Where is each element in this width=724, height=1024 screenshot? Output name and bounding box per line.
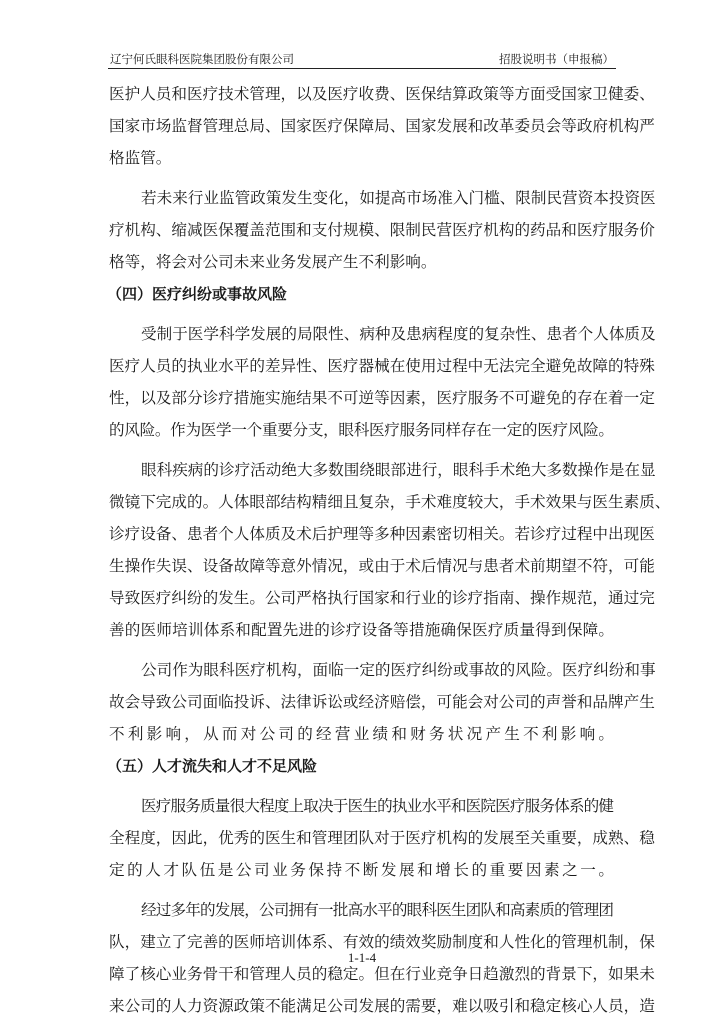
paragraph-first-line: 受制于医学科学发展的局限性、病种及患病程度的复杂性、患者个人体质及: [141, 325, 656, 343]
page-number: 1-1-4: [347, 950, 377, 965]
text-line: 导致医疗纠纷的发生。公司严格执行国家和行业的诊疗指南、操作规范，通过完: [109, 589, 655, 607]
paragraph-first-line: 经过多年的发展，公司拥有一批高水平的眼科医生团队和高素质的管理团: [141, 901, 614, 919]
text-line: 定的人才队伍是公司业务保持不断发展和增长的重要因素之一。: [109, 861, 617, 879]
text-line: 来公司的人力资源政策不能满足公司发展的需要，难以吸引和稳定核心人员，造: [109, 997, 655, 1015]
text-line: 全程度，因此，优秀的医生和管理团队对于医疗机构的发展至关重要，成熟、稳: [109, 829, 655, 847]
text-line: 的风险。作为医学一个重要分支，眼科医疗服务同样存在一定的医疗风险。: [109, 421, 614, 439]
text-line: 疗机构、缩减医保覆盖范围和支付规模、限制民营医疗机构的药品和医疗服务价: [109, 221, 655, 239]
text-line: 不利影响，从而对公司的经营业绩和财务状况产生不利影响。: [109, 725, 618, 743]
section-heading: （五）人才流失和人才不足风险: [107, 757, 318, 775]
text-line: 障了核心业务骨干和管理人员的稳定。但在行业竞争日趋激烈的背景下，如果未: [109, 965, 655, 983]
text-line: 善的医师培训体系和配置先进的诊疗设备等措施确保医疗质量得到保障。: [109, 621, 615, 639]
text-line: 故会导致公司面临投诉、法律诉讼或经济赔偿，可能会对公司的声誉和品牌产生: [109, 693, 655, 711]
paragraph-first-line: 公司作为眼科医疗机构，面临一定的医疗纠纷或事故的风险。医疗纠纷和事: [141, 661, 656, 679]
text-line: 生操作失误、设备故障等意外情况，或由于术后情况与患者术前期望不符，可能: [109, 557, 655, 575]
text-line: 队，建立了完善的医师培训体系、有效的绩效奖励制度和人性化的管理机制，保: [109, 933, 655, 951]
text-line: 医护人员和医疗技术管理，以及医疗收费、医保结算政策等方面受国家卫健委、: [109, 85, 655, 103]
text-line: 性，以及部分诊疗措施实施结果不可逆等因素，医疗服务不可避免的存在着一定: [109, 389, 655, 407]
paragraph-first-line: 眼科疾病的诊疗活动绝大多数围绕眼部进行，眼科手术绝大多数操作是在显: [141, 461, 656, 479]
header-company-name: 辽宁何氏眼科医院集团股份有限公司: [110, 52, 294, 66]
paragraph-first-line: 医疗服务质量很大程度上取决于医生的执业水平和医院医疗服务体系的健: [141, 797, 614, 815]
text-line: 格监管。: [109, 149, 172, 167]
section-heading: （四）医疗纠纷或事故风险: [107, 285, 288, 303]
text-line: 医疗人员的执业水平的差异性、医疗器械在使用过程中无法完全避免故障的特殊: [109, 357, 655, 375]
paragraph-first-line: 若未来行业监管政策发生变化，如提高市场准入门槛、限制民营资本投资医: [141, 189, 656, 207]
text-line: 微镜下完成的。人体眼部结构精细且复杂，手术难度较大，手术效果与医生素质、: [109, 493, 671, 511]
text-line: 诊疗设备、患者个人体质及术后护理等多种因素密切相关。若诊疗过程中出现医: [109, 525, 655, 543]
text-line: 国家市场监督管理总局、国家医疗保障局、国家发展和改革委员会等政府机构严: [109, 117, 655, 135]
page-header: [108, 52, 616, 69]
header-document-title: 招股说明书（申报稿）: [499, 52, 614, 66]
text-line: 格等，将会对公司未来业务发展产生不利影响。: [109, 253, 437, 271]
